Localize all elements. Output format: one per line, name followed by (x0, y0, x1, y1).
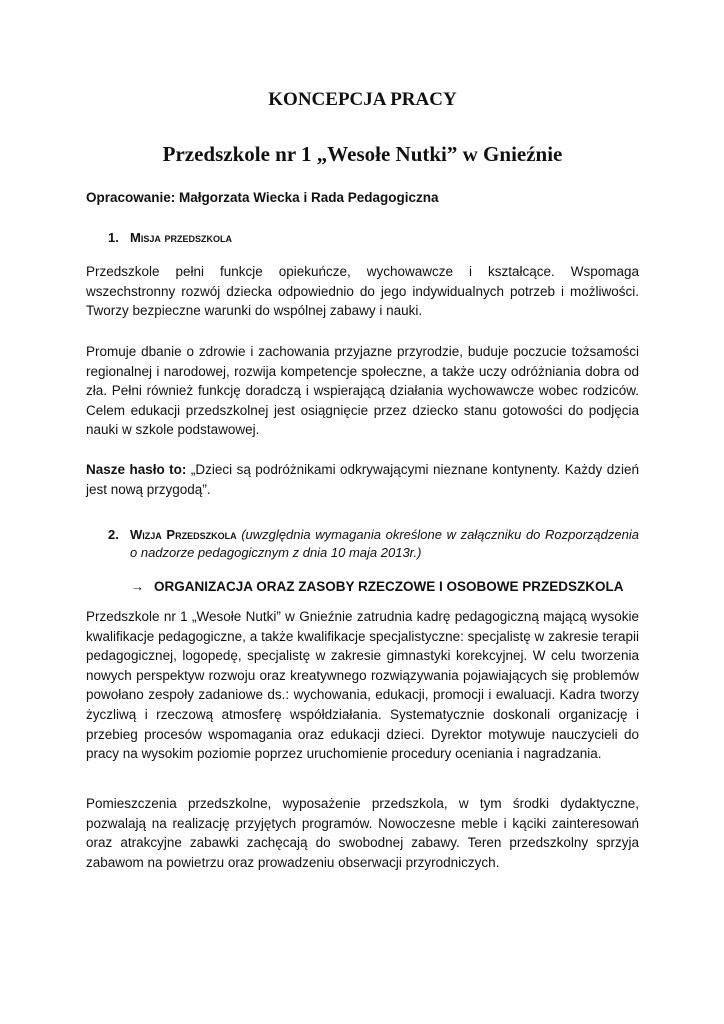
author-line: Opracowanie: Małgorzata Wiecka i Rada Pedagogiczna (86, 190, 439, 205)
section-1-paragraph-1: Przedszkole pełni funkcje opiekuńcze, wychowawcze i kształcące. Wspomaga wszechstronny rozwój dziecka odpowiednio do jego indywidualnych potrzeb i możliwości. Tworzy bezpieczne warunki do wspólnej zabawy i nauki. (86, 264, 639, 319)
section-2-paragraph-1: Przedszkole nr 1 „Wesołe Nutki” w Gnieźnie zatrudnia kadrę pedagogiczną mającą wysokie kwalifikacje pedagogiczne, a także kwalifikacje specjalistyczne: specjalistę w zakresie terapii pedagogicznej, logopedę, specjalistę w zakresie gimnastyki korekcyjnej. W celu tworzenia nowych perspektyw rozwoju oraz kreatywnego rozwiązywania pojawiających się problemów powołano zespoły zadaniowe ds.: wychowania, edukacji, promocji i ewaluacji. Kadra tworzy życzliwą i rzeczową atmosferę współdziałania. Systematycznie doskonali organizację i przebieg procesów wspomagania oraz edukacji dzieci. Dyrektor motywuje nauczycieli do pracy na wysokim poziomie poprzez uruchomienie procedury oceniania i nagradzania. (86, 609, 639, 762)
section-2-paragraph-2: Pomieszczenia przedszkolne, wyposażenie przedszkola, w tym środki dydaktyczne, pozwalają na realizację przyjętych programów. Nowoczesne meble i kąciki zainteresowań oraz atrakcyjne zabawki zachęcają do swobodnej zabawy. Teren przedszkolny sprzyja zabawom na powietrzu oraz prowadzeniu obserwacji przyrodniczych. (86, 796, 639, 870)
document-subtitle: Przedszkole nr 1 „Wesołe Nutki” w Gnieźnie (162, 142, 563, 166)
section-1-heading (108, 229, 232, 247)
section-2-heading (108, 526, 639, 562)
document-title: KONCEPCJA PRACY (268, 89, 457, 110)
document-page (86, 0, 639, 1024)
subsection-heading (86, 578, 639, 596)
motto-paragraph (86, 460, 639, 499)
section-1-title: Misja przedszkola (130, 230, 232, 245)
motto-text: „Dzieci są podróżnikami odkrywającymi nieznane kontynenty. Każdy dzień jest nową przygodą”. (86, 462, 639, 497)
section-2-note: (uwzględnia wymagania określone w załączniku do Rozporządzenia o nadzorze pedagogicznym z dnia 10 maja 2013r.) (130, 527, 639, 560)
section-1-paragraph-2: Promuje dbanie o zdrowie i zachowania przyjazne przyrodzie, buduje poczucie tożsamości regionalnej i narodowej, rozwija kompetencje społeczne, a także uczy odróżniania dobra od zła. Pełni również funkcję doradczą i wspierającą działania wychowawcze wobec rodziców. Celem edukacji przedszkolnej jest osiągnięcie przez dziecko stanu gotowości do podjęcia nauki w szkole podstawowej. (86, 344, 639, 438)
section-2-number: 2. (108, 527, 119, 542)
arrow-right-icon: → (130, 579, 144, 594)
motto-label: Nasze hasło to: (86, 462, 187, 477)
section-1-number: 1. (108, 230, 119, 245)
subsection-title: ORGANIZACJA ORAZ ZASOBY RZECZOWE I OSOBOWE PRZEDSZKOLA (154, 579, 624, 594)
section-2-title: Wizja Przedszkola (130, 527, 237, 542)
